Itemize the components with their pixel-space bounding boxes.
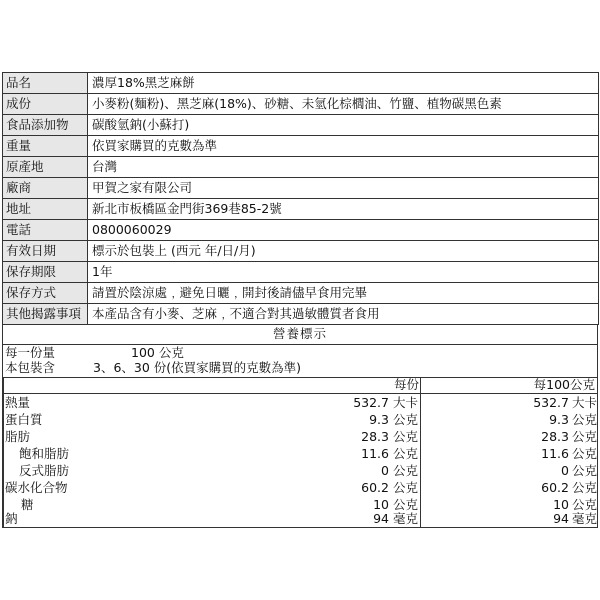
- info-label: 重量: [3, 136, 88, 157]
- info-label: 食品添加物: [3, 115, 88, 136]
- info-value: 小麥粉(麵粉)、黑芝麻(18%)、砂糖、未氫化棕櫚油、竹鹽、植物碳黑色素: [88, 94, 599, 115]
- per-serving-unit: 公克: [393, 446, 419, 461]
- per-serving-value: 9.3: [369, 412, 389, 427]
- nutrition-title: 營養標示: [2, 324, 598, 344]
- info-value: 1年: [88, 262, 599, 283]
- info-label: 其他揭露事項: [3, 304, 88, 325]
- nutrient-name: 反式脂肪: [19, 463, 70, 478]
- per-serving-unit: 公克: [393, 429, 419, 444]
- servings-per-package-value: 3、6、30 份(依買家購買的克數為準): [93, 360, 302, 375]
- per-serving-value: 94: [373, 511, 389, 526]
- per-100g-value: 60.2: [541, 480, 569, 495]
- info-value: 新北市板橋區金門街369巷85-2號: [88, 199, 599, 220]
- per-100g-unit: 公克: [572, 463, 598, 478]
- info-row-disclosure: [3, 304, 599, 325]
- per-serving-value: 60.2: [361, 480, 389, 495]
- per-100g-value: 9.3: [549, 412, 569, 427]
- info-label: 有效日期: [3, 241, 88, 262]
- nutrient-row-saturated-fat: [3, 445, 597, 462]
- nutrient-name: 鈉: [5, 511, 18, 526]
- info-label: 電話: [3, 220, 88, 241]
- nutrient-row-fat: [3, 428, 597, 445]
- nutrient-row-trans-fat: [3, 462, 597, 479]
- info-row-expiry-date: [3, 241, 599, 262]
- info-value: 依買家購買的克數為準: [88, 136, 599, 157]
- product-label-sheet: [2, 72, 598, 528]
- nutrient-name: 蛋白質: [5, 412, 43, 427]
- info-value: 甲賀之家有限公司: [88, 178, 599, 199]
- per-100g-value: 28.3: [541, 429, 569, 444]
- serving-info: [2, 344, 598, 378]
- info-value: 本產品含有小麥、芝麻﹐不適合對其過敏體質者食用: [88, 304, 599, 325]
- nutrient-row-protein: [3, 411, 597, 428]
- per-serving-header: 每份: [393, 377, 419, 392]
- info-label: 保存方式: [3, 283, 88, 304]
- per-serving-value: 532.7: [353, 395, 389, 410]
- per-100g-value: 11.6: [541, 446, 569, 461]
- per-100g-value: 10: [553, 497, 569, 512]
- info-row-additives: [3, 115, 599, 136]
- nutrient-row-carbohydrate: [3, 479, 597, 496]
- info-row-manufacturer: [3, 178, 599, 199]
- info-value: 0800060029: [88, 220, 599, 241]
- per-100g-unit: 公克: [572, 480, 598, 495]
- per-100g-unit: 公克: [572, 412, 598, 427]
- servings-per-package-row: [5, 360, 301, 376]
- info-row-phone: [3, 220, 599, 241]
- per-serving-value: 0: [381, 463, 389, 478]
- nutrient-name: 糖: [21, 497, 34, 512]
- nutrient-name: 碳水化合物: [5, 480, 68, 495]
- per-serving-unit: 公克: [393, 412, 419, 427]
- per-100g-unit: 公克: [572, 429, 598, 444]
- info-value: 請置於陰涼處﹐避免日曬﹐開封後請儘早食用完畢: [88, 283, 599, 304]
- info-label: 地址: [3, 199, 88, 220]
- per-serving-unit: 公克: [393, 497, 419, 512]
- info-row-storage: [3, 283, 599, 304]
- per-100g-unit: 毫克: [572, 511, 598, 526]
- per-serving-value: 11.6: [361, 446, 389, 461]
- info-label: 原產地: [3, 157, 88, 178]
- info-row-weight: [3, 136, 599, 157]
- info-label: 品名: [3, 73, 88, 94]
- per-serving-unit: 大卡: [393, 395, 419, 410]
- per-serving-unit: 毫克: [393, 511, 419, 526]
- info-label: 廠商: [3, 178, 88, 199]
- info-value: 濃厚18%黑芝麻餅: [88, 73, 599, 94]
- nutrient-row-sodium: [3, 510, 597, 527]
- per-100g-unit: 大卡: [572, 395, 598, 410]
- info-label: 成份: [3, 94, 88, 115]
- info-row-address: [3, 199, 599, 220]
- per-100g-value: 94: [553, 511, 569, 526]
- info-label: 保存期限: [3, 262, 88, 283]
- info-row-origin: [3, 157, 599, 178]
- info-row-name: [3, 73, 599, 94]
- per-100g-unit: 公克: [572, 497, 598, 512]
- info-row-ingredients: [3, 94, 599, 115]
- product-info-table: [2, 72, 599, 325]
- per-100g-header: 每100公克: [533, 377, 595, 392]
- per-100g-value: 0: [561, 463, 569, 478]
- nutrient-name: 飽和脂肪: [19, 446, 70, 461]
- serving-size-label: 每一份量: [5, 345, 56, 360]
- serving-size-value: 100 公克: [131, 345, 184, 360]
- info-value: 台灣: [88, 157, 599, 178]
- per-serving-unit: 公克: [393, 463, 419, 478]
- info-row-shelf-life: [3, 262, 599, 283]
- serving-size-row: [5, 345, 184, 361]
- per-serving-value: 28.3: [361, 429, 389, 444]
- per-serving-value: 10: [373, 497, 389, 512]
- per-100g-value: 532.7: [533, 395, 569, 410]
- info-value: 碳酸氫鈉(小蘇打): [88, 115, 599, 136]
- nutrient-name: 熱量: [5, 395, 31, 410]
- nutrition-facts-table: [2, 377, 598, 528]
- nutrient-name: 脂肪: [5, 429, 31, 444]
- servings-per-package-label: 本包裝含: [5, 360, 56, 375]
- per-serving-unit: 公克: [393, 480, 419, 495]
- info-value: 標示於包裝上 (西元 年/日/月): [88, 241, 599, 262]
- nutrient-row-energy: [3, 394, 597, 411]
- per-100g-unit: 公克: [572, 446, 598, 461]
